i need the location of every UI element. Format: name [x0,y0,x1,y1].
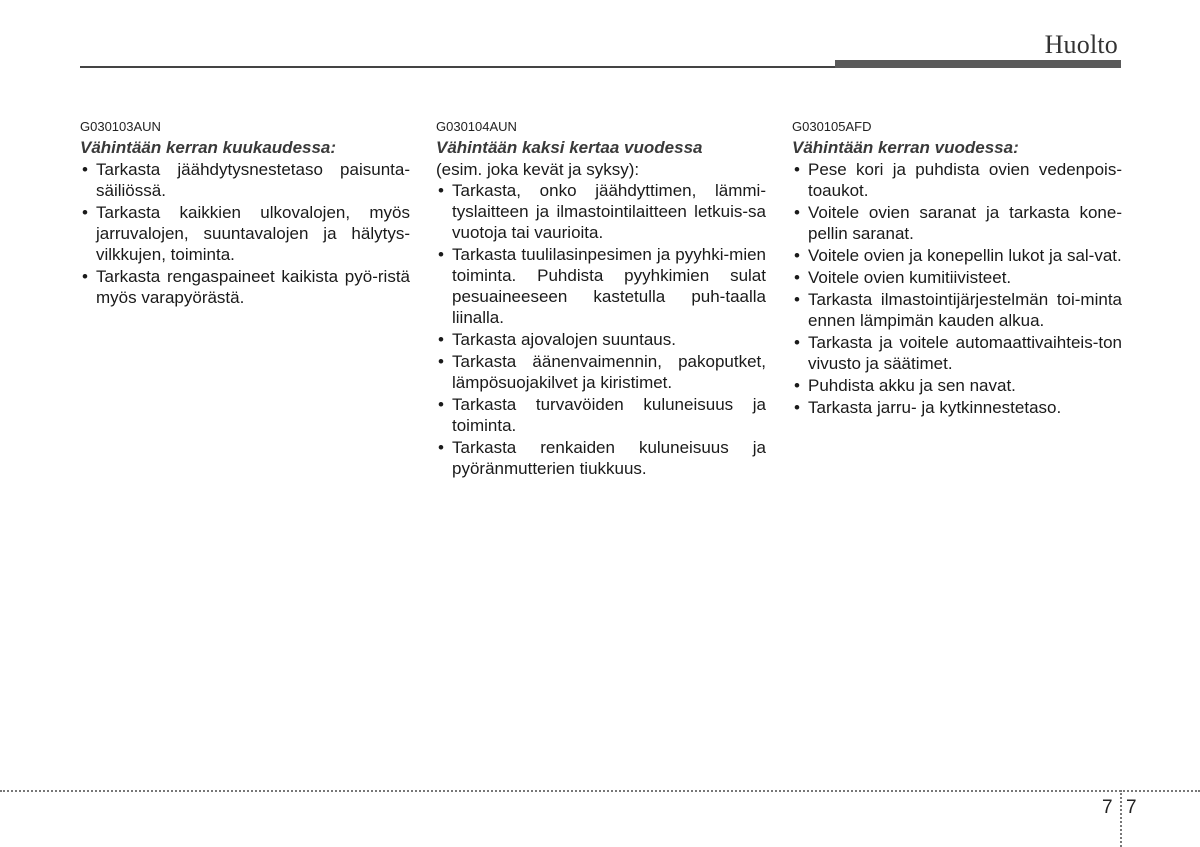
checklist-item: • Voitele ovien saranat ja tarkasta kone-pellin saranat. [792,202,1122,244]
checklist-item: • Tarkasta kaikkien ulkovalojen, myös jarruvalojen, suuntavalojen ja hälytys-vilkkujen, toiminta. [80,202,410,265]
checklist-item: • Tarkasta tuulilasinpesimen ja pyyhki-mien toiminta. Puhdista pyyhkimien sulat pesuaineeseen kastetulla puh-taalla liinalla. [436,244,766,328]
checklist-item: • Tarkasta turvavöiden kuluneisuus ja toiminta. [436,394,766,436]
section-heading: Vähintään kaksi kertaa vuodessa [436,138,703,157]
checklist-item: • Tarkasta äänenvaimennin, pakoputket, lämpösuojakilvet ja kiristimet. [436,351,766,393]
header-rule [80,66,840,68]
page-number: 7 [1126,797,1137,818]
checklist [80,159,410,308]
section-intro: (esim. joka kevät ja syksy): [436,160,640,179]
section-code: G030105AFD [792,119,872,134]
checklist [436,180,766,479]
checklist-item: • Tarkasta ajovalojen suuntaus. [436,329,766,350]
column-biannual [436,118,766,480]
column-annual [792,118,1122,419]
section-code: G030104AUN [436,119,517,134]
column-monthly [80,118,410,309]
footer-divider [1120,790,1122,847]
header-rule-accent [835,60,1121,68]
footer-rule [0,790,1200,792]
section-title: Huolto [1044,30,1118,59]
section-code: G030103AUN [80,119,161,134]
checklist-item: • Tarkasta jarru- ja kytkinnestetaso. [792,397,1122,418]
checklist-item: • Tarkasta ja voitele automaattivaihteis-ton vivusto ja säätimet. [792,332,1122,374]
section-heading: Vähintään kerran kuukaudessa: [80,138,337,157]
checklist-item: • Tarkasta jäähdytysnestetaso paisunta-säiliössä. [80,159,410,201]
checklist-item: • Voitele ovien kumitiivisteet. [792,267,1122,288]
section-heading: Vähintään kerran vuodessa: [792,138,1019,157]
checklist-item: • Pese kori ja puhdista ovien vedenpois-toaukot. [792,159,1122,201]
checklist-item: • Voitele ovien ja konepellin lukot ja sal-vat. [792,245,1122,266]
checklist-item: • Tarkasta renkaiden kuluneisuus ja pyöränmutterien tiukkuus. [436,437,766,479]
chapter-number: 7 [1102,797,1113,818]
checklist-item: • Tarkasta ilmastointijärjestelmän toi-minta ennen lämpimän kauden alkua. [792,289,1122,331]
checklist [792,159,1122,418]
checklist-item: • Puhdista akku ja sen navat. [792,375,1122,396]
checklist-item: • Tarkasta, onko jäähdyttimen, lämmi-tyslaitteen ja ilmastointilaitteen letkuis-sa vuotoja tai vaurioita. [436,180,766,243]
checklist-item: • Tarkasta rengaspaineet kaikista pyö-ristä myös varapyörästä. [80,266,410,308]
